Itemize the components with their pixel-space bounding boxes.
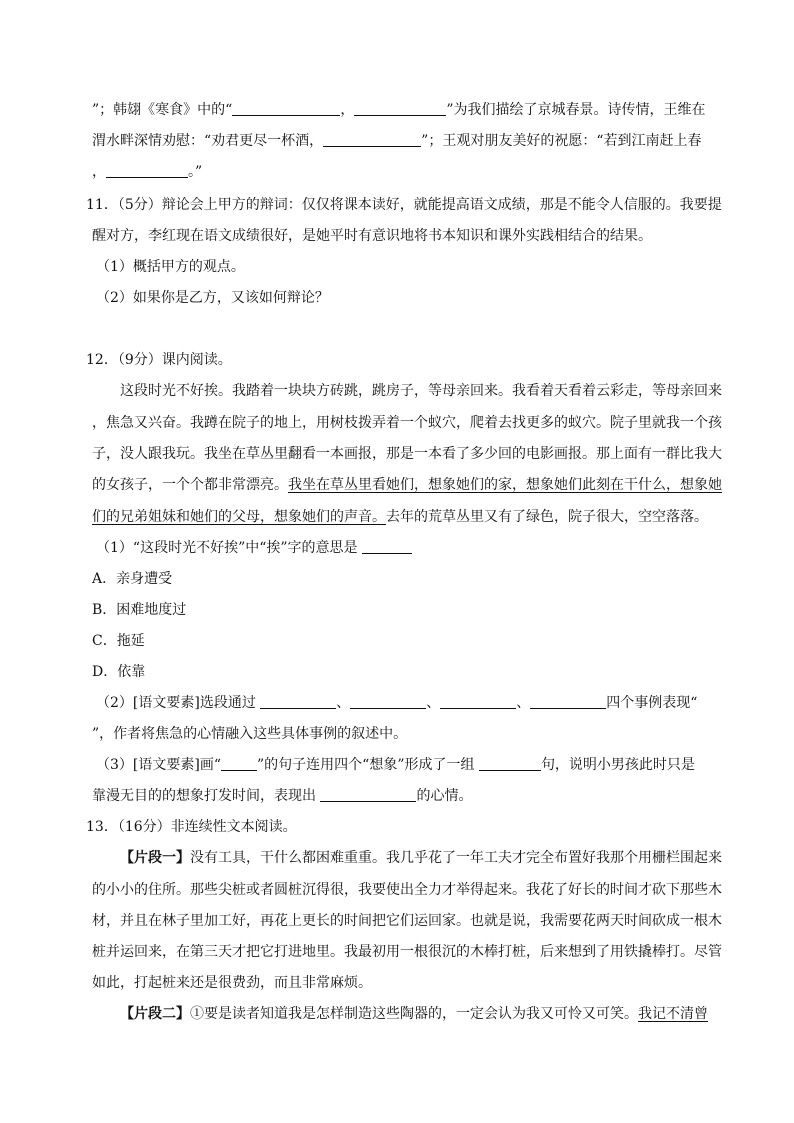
- q11-sub2: （2）如果你是乙方，又该如何辩论？: [96, 290, 329, 306]
- poem-line-3: ， 。”: [92, 164, 203, 180]
- option-d[interactable]: D．依靠: [92, 664, 146, 680]
- answer-blank[interactable]: [362, 539, 412, 554]
- q11-text: 醒对方，李红现在语文成绩很好，是她平时有意识地将书本知识和课外实践相结合的结果。: [92, 228, 652, 244]
- q13-fragment2-line: 【片段二】①要是读者知道我是怎样制造这些陶器的，一定会认为我又可怜又可笑。我记不清曾: [120, 1006, 708, 1022]
- q11-header: 11．（5分）辩论会上甲方的辩词：仅仅将课本读好，就能提高语文成绩，那是不能令人信服的。我要提: [86, 197, 722, 213]
- q12-passage-line: 的女孩子，一个个都非常漂亮。我坐在草丛里看她们，想象她们的家，想象她们此刻在干什么，想象她: [92, 477, 722, 493]
- answer-blank[interactable]: [106, 163, 188, 178]
- q12-passage-line: 们的兄弟姐妹和她们的父母，想象她们的声音。去年的荒草丛里又有了绿色，院子很大，空空落落。: [92, 509, 708, 525]
- answer-blank[interactable]: [354, 101, 446, 116]
- q13-fragment1-line: 如此，打起桩来还是很费劲，而且非常麻烦。: [92, 975, 372, 991]
- option-c[interactable]: C．拖延: [92, 633, 145, 649]
- underlined-sentence: 我坐在草丛里看她们，想象她们的家，想象她们此刻在干什么，想象她: [288, 477, 722, 493]
- fragment-label: 【片段一】: [120, 850, 190, 866]
- q13-fragment1-line: 材，并且在林子里加工好，再花上更长的时间把它们运回家。也就是说，我需要花两天时间砍成一根木: [92, 913, 722, 929]
- option-a[interactable]: A．亲身遭受: [92, 571, 173, 587]
- poem-line-2: 渭水畔深情劝慰：“劝君更尽一杯酒， ”；王观对朋友美好的祝愿：“若到江南赶上春: [92, 133, 702, 149]
- q12-sub2-cont: ”，作者将焦急的心情融入这些具体事例的叙述中。: [92, 726, 408, 742]
- q12-header: 12．（9分）课内阅读。: [86, 352, 232, 368]
- answer-blank[interactable]: [440, 694, 516, 709]
- underlined-sentence: 们的兄弟姐妹和她们的父母，想象她们的声音。: [92, 509, 386, 525]
- answer-blank[interactable]: [320, 787, 416, 802]
- poem-line-1: ”；韩翃《寒食》中的“ ， ”为我们描绘了京城春景。诗传情，王维在: [92, 102, 706, 118]
- q12-sub3-cont: 靠漫无目的的想象打发时间，表现出 的心情。: [92, 788, 473, 804]
- q13-fragment1-line: 桩并运回来，在第三天才把它打进地里。我最初用一根很沉的木棒打桩，后来想到了用铁撬棒打。尽管: [92, 944, 722, 960]
- answer-blank[interactable]: [530, 694, 606, 709]
- q13-header: 13．（16分）非连续性文本阅读。: [86, 819, 297, 835]
- option-b[interactable]: B．困难地度过: [92, 602, 187, 618]
- q11-sub1: （1）概括甲方的观点。: [96, 259, 245, 275]
- answer-blank[interactable]: [350, 694, 426, 709]
- q13-fragment1-line: 的小小的住所。那些尖桩或者圆桩沉得很，我要使出全力才举得起来。我花了好长的时间才砍下那些木: [92, 882, 722, 898]
- answer-blank[interactable]: [479, 756, 541, 771]
- underline-sample: [221, 756, 257, 771]
- q12-passage-line: 这段时光不好挨。我踏着一块块方砖跳，跳房子，等母亲回来。我看着天看着云彩走，等母亲回来: [120, 383, 722, 399]
- q12-passage-line: 子，没人跟我玩。我坐在草丛里翻看一本画报，那是一本看了多少回的电影画报。那上面有一群比我大: [92, 446, 722, 462]
- answer-blank[interactable]: [323, 132, 421, 147]
- q12-sub1: （1）“这段时光不好挨”中“挨”字的意思是: [96, 538, 726, 558]
- answer-blank[interactable]: [232, 101, 340, 116]
- q12-sub3: （3）[语文要素]画“ ”的句子连用四个“想象”形成了一组 句，说明小男孩此时只是: [96, 757, 695, 773]
- fragment-label: 【片段二】: [120, 1006, 190, 1022]
- q13-fragment1-line: 【片段一】没有工具，干什么都困难重重。我几乎花了一年工夫才完全布置好我那个用栅栏围起来: [120, 850, 722, 866]
- underlined-sentence: 我记不清曾: [638, 1006, 708, 1022]
- q12-passage-line: ，焦急又兴奋。我蹲在院子的地上，用树枝拨弄着一个蚁穴，爬着去找更多的蚁穴。院子里就我一个孩: [92, 415, 722, 431]
- q12-sub2: （2）[语文要素]选段通过 、 、 、 四个事例表现“: [96, 695, 698, 711]
- answer-blank[interactable]: [260, 694, 336, 709]
